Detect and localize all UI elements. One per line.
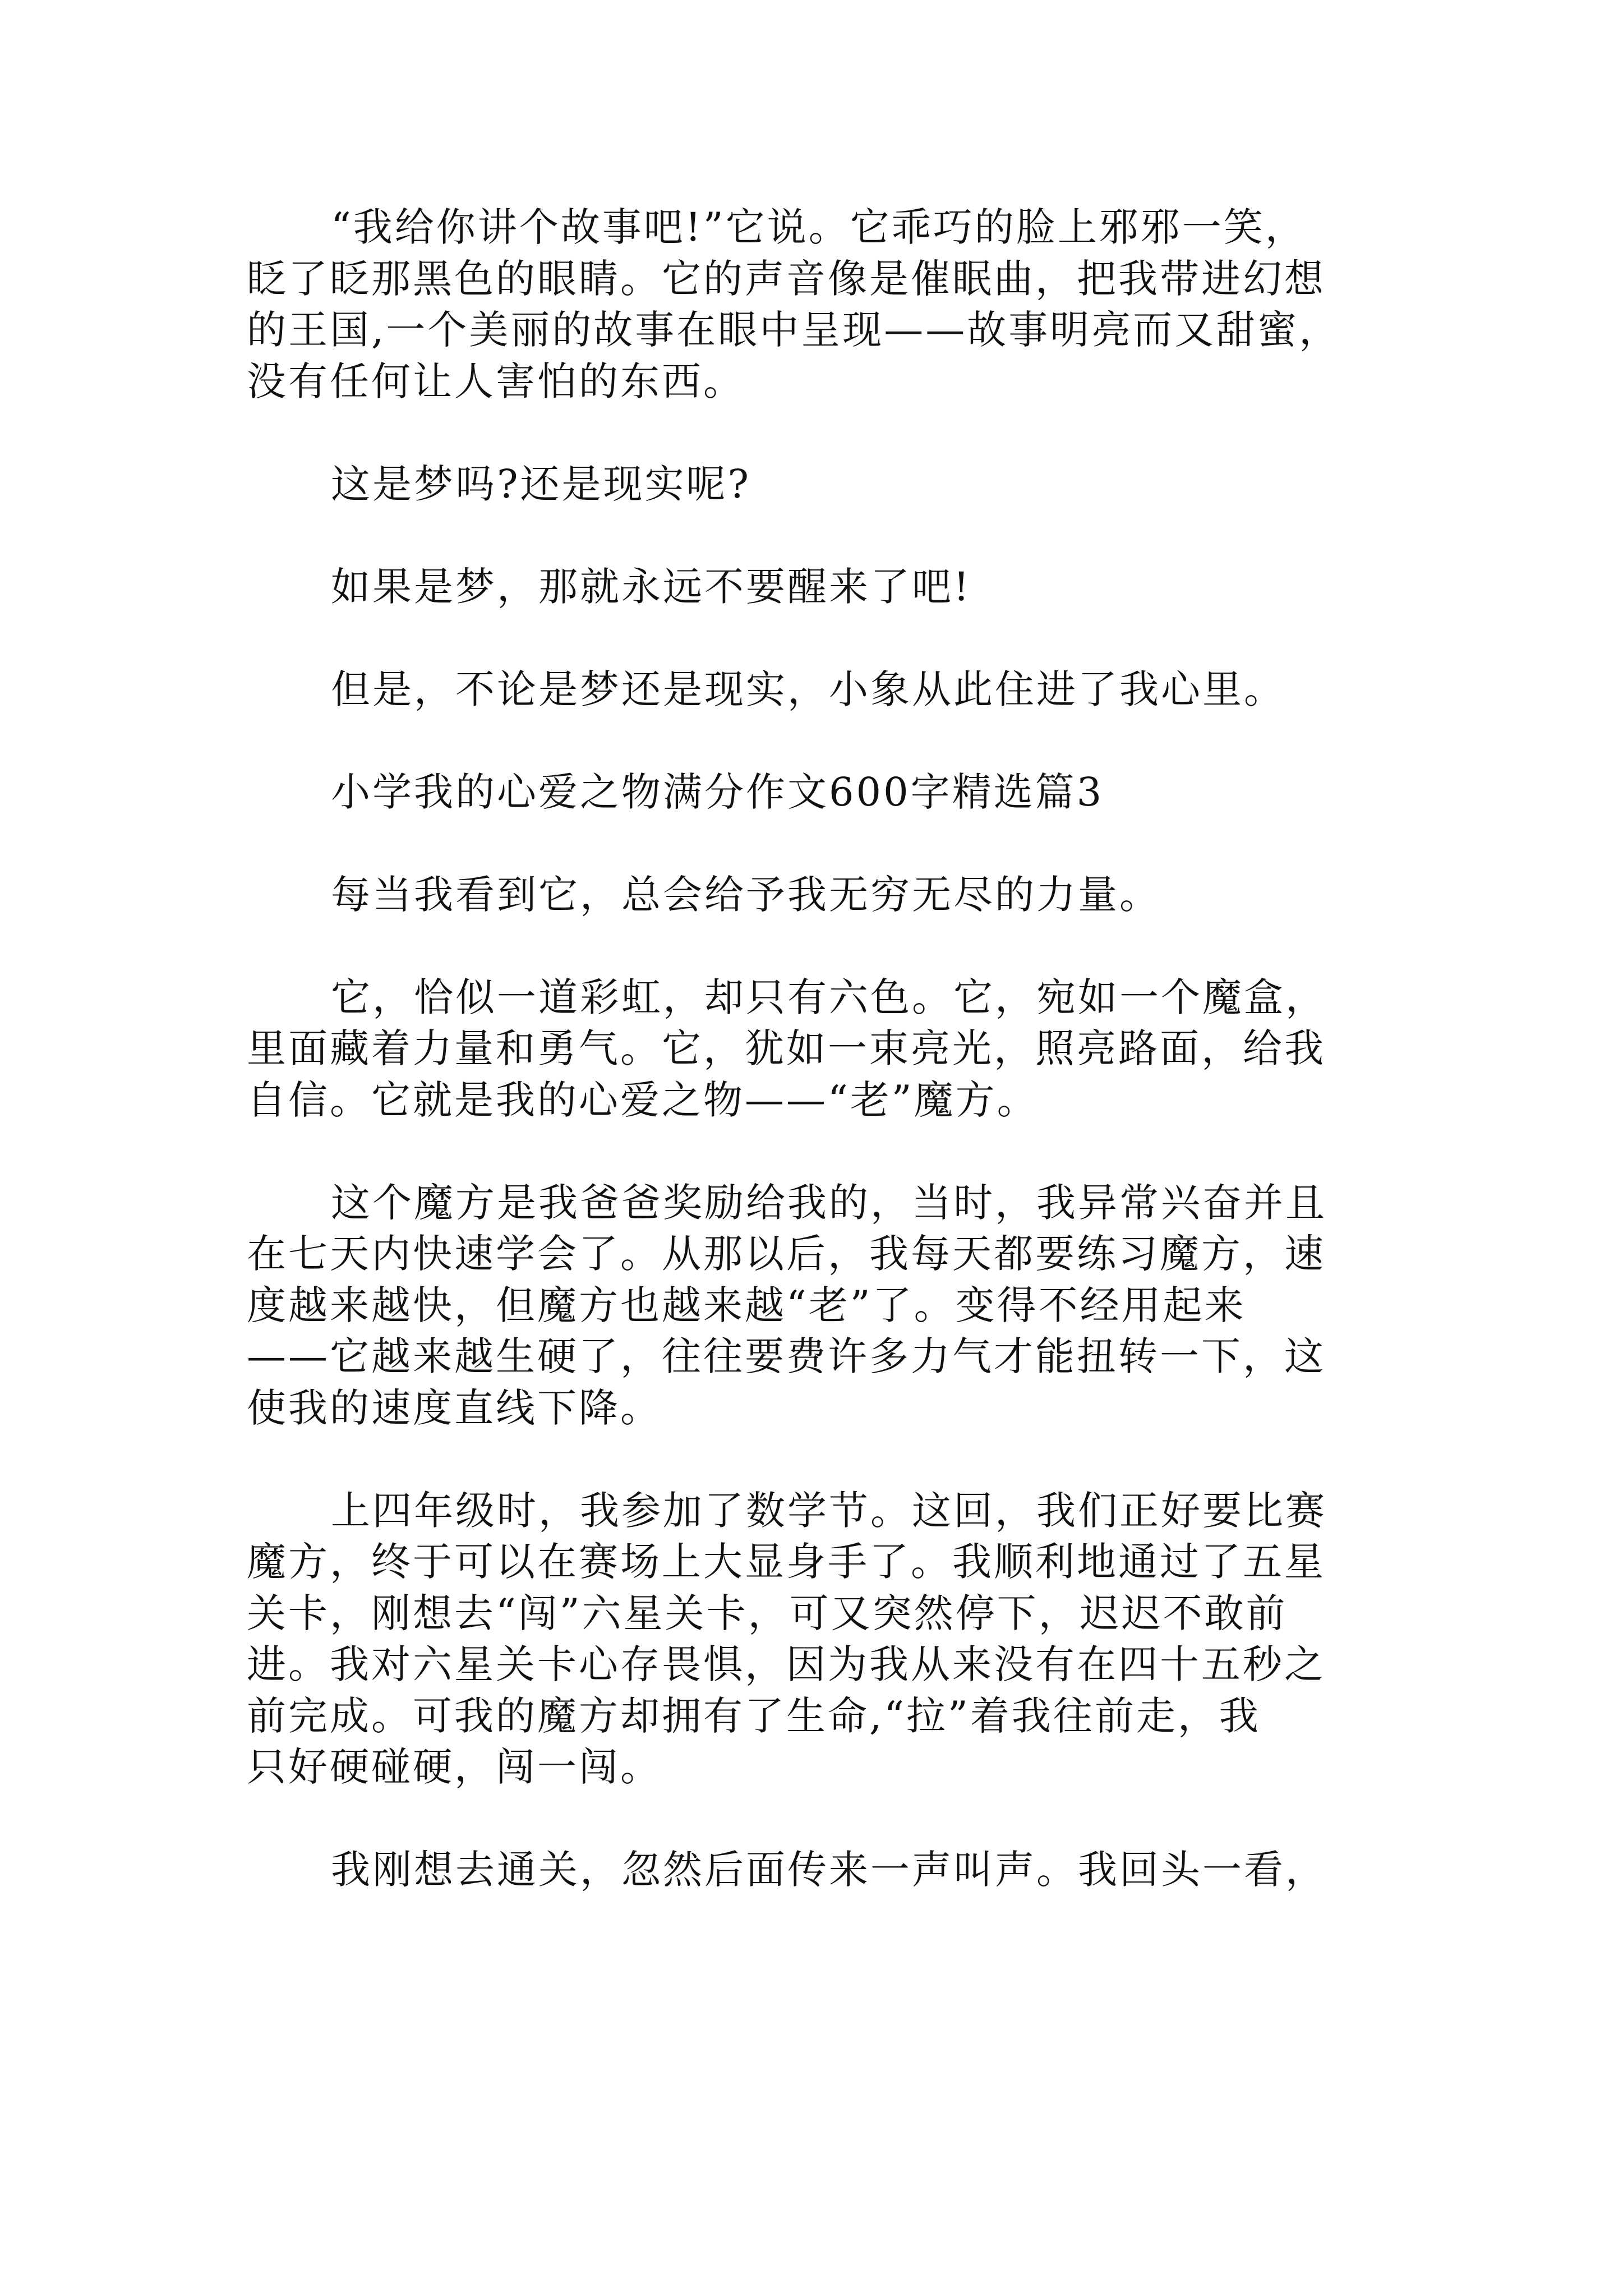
text-line: 进。我对六星关卡心存畏惧，因为我从来没有在四十五秒之 — [247, 1641, 1326, 1687]
text-line: 眨了眨那黑色的眼睛。它的声音像是催眠曲，把我带进幻想 — [247, 255, 1326, 302]
text-line: 关卡，刚想去“闯”六星关卡，可又突然停下，迟迟不敢前 — [247, 1590, 1288, 1636]
text-line: 没有任何让人害怕的东西。 — [247, 358, 745, 404]
text-line: 小学我的心爱之物满分作文600字精选篇3 — [331, 769, 1104, 815]
text-line: 它，恰似一道彩虹，却只有六色。它，宛如一个魔盒， — [331, 974, 1327, 1020]
document-body — [247, 202, 1430, 1896]
text-line: 魔方，终于可以在赛场上大显身手了。我顺利地通过了五星 — [247, 1539, 1326, 1585]
text-line: 每当我看到它，总会给予我无穷无尽的力量。 — [331, 871, 1161, 918]
text-line: 但是，不论是梦还是现实，小象从此住进了我心里。 — [331, 666, 1285, 712]
text-line: 里面藏着力量和勇气。它，犹如一束亮光，照亮路面，给我 — [247, 1025, 1326, 1071]
text-line: 只好硬碰硬，闯一闯。 — [247, 1744, 662, 1790]
text-line: 自信。它就是我的心爱之物——“老”魔方。 — [247, 1076, 1039, 1123]
text-line: 的王国,一个美丽的故事在眼中呈现——故事明亮而又甜蜜， — [247, 307, 1341, 353]
text-line: 前完成。可我的魔方却拥有了生命,“拉”着我往前走，我 — [247, 1692, 1261, 1739]
text-line: “我给你讲个故事吧!”它说。它乖巧的脸上邪邪一笑， — [331, 204, 1307, 250]
text-line: 上四年级时，我参加了数学节。这回，我们正好要比赛 — [331, 1487, 1327, 1534]
text-line: 度越来越快，但魔方也越来越“老”了。变得不经用起来 — [247, 1282, 1246, 1328]
text-line: 在七天内快速学会了。从那以后，我每天都要练习魔方，速 — [247, 1231, 1326, 1277]
text-line: 使我的速度直线下降。 — [247, 1384, 662, 1431]
text-line: 如果是梦，那就永远不要醒来了吧! — [331, 563, 972, 610]
text-line: ——它越来越生硬了，往往要费许多力气才能扭转一下，这 — [247, 1333, 1326, 1379]
text-line: 我刚想去通关，忽然后面传来一声叫声。我回头一看， — [331, 1847, 1327, 1893]
text-line: 这是梦吗?还是现实呢? — [331, 461, 751, 507]
text-line: 这个魔方是我爸爸奖励给我的，当时，我异常兴奋并且 — [331, 1179, 1327, 1226]
